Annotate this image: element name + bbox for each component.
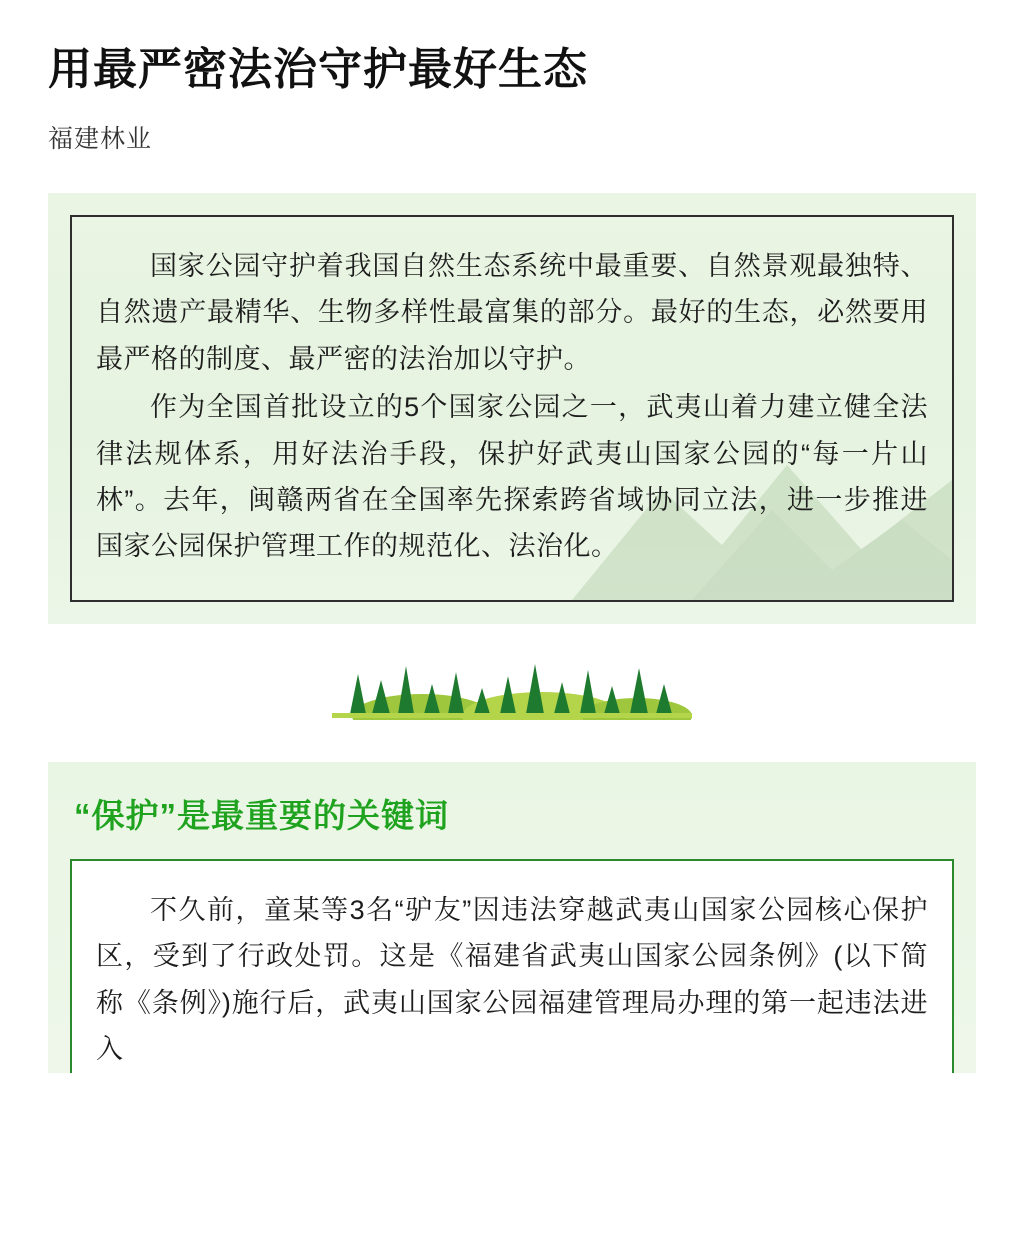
section-body — [70, 859, 954, 1073]
intro-paragraph-1: 国家公园守护着我国自然生态系统中最重要、自然景观最独特、自然遗产最精华、生物多样性最富集的部分。最好的生态，必然要用最严格的制度、最严密的法治加以守护。 — [96, 250, 928, 374]
intro-paragraph-2: 作为全国首批设立的5个国家公园之一，武夷山着力建立健全法律法规体系，用好法治手段，保护好武夷山国家公园的“每一片山林”。去年，闽赣两省在全国率先探索跨省域协同立法，进一步推进国家公园保护管理工作的规范化、法治化。 — [96, 392, 928, 562]
section-heading: “保护”是最重要的关键词 — [74, 796, 449, 834]
page-title: 用最严密法治守护最好生态 — [48, 45, 588, 94]
article-page — [0, 44, 1024, 1243]
article-source: 福建林业 — [48, 124, 153, 153]
section-block — [48, 762, 976, 1073]
forest-trees-icon — [332, 658, 692, 720]
intro-panel-border — [70, 215, 954, 602]
section-paragraph-1: 不久前，童某等3名“驴友”因违法穿越武夷山国家公园核心保护区，受到了行政处罚。这是《福建省武夷山国家公园条例》(以下简称《条例》)施行后，武夷山国家公园福建管理局办理的第一起违法进入 — [96, 894, 928, 1065]
intro-panel — [48, 193, 976, 624]
